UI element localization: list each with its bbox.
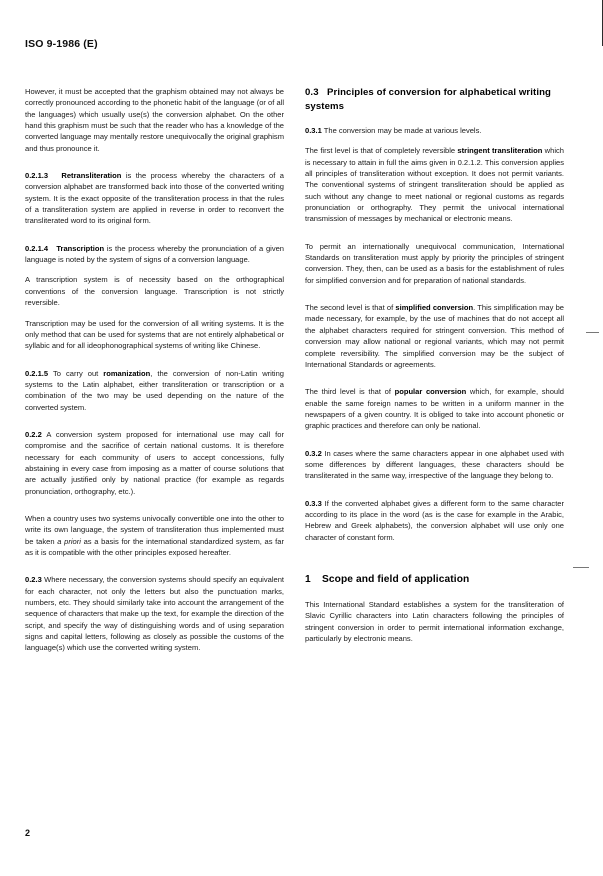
paragraph-text: Where necessary, the conversion systems should specify an equivalent for each character, not only the letters but also the punctuation marks, numbers, etc. They should similarly take into account the arrangement of the sequence of characters that make up the text, for example the direction of the script, and specify the way of distinguishing words and of using separation signs and capital letters, following as closely as possible the customs of the language(s) which use the converted writing system. (25, 575, 284, 653)
paragraph-unequivocal-communication (305, 241, 564, 286)
clause-number: 0.2.2 (25, 429, 42, 439)
term-retransliteration: Retransliteration (61, 171, 122, 181)
paragraph-text-after-italic: as a basis for the international standardized system, as far as it is compatible with the other principles exposed hereafter. (25, 536, 284, 557)
paragraph-text: To permit an internationally unequivocal communication, International Standards on transliteration must apply by priority the principles of stringent conversion. They, then, can be used as a basis for the establishment of rules for simplified conversion and for preparation of national standards. (305, 241, 564, 285)
paragraph-text: A transcription system is of necessity based on the orthographical conventions of the conversion language. Transcription is not strictly reversible. (25, 275, 284, 308)
clause-number: 0.3.3 (305, 498, 322, 508)
margin-tick-mark (586, 332, 599, 333)
paragraph-0-3-3 (305, 498, 564, 543)
paragraph-text-after-bold: which is necessary to attain in full the aims given in 0.2.1.2. This conversion applies all principles of transliteration without exception. It does not permit variants. The conventional systems of stringent transliteration should be applied as such without any change to meet national or regional customs as regards pronunciation or orthography. They permit the univocal international transmission of messages by mechanical or electronic means. (305, 146, 564, 224)
section-number: 1 (305, 573, 311, 585)
paragraph-text: However, it must be accepted that the graphism obtained may not always be correctly pronounced according to the phonetic habit of the language (or of all the languages) which usually use(s) the conversion alphabet. On the other hand this graphism must be such that the reader who has a knowledge of the converted language may mentally restore unequivocally the original graphism and thus pronounce it. (25, 87, 284, 153)
paragraph-text: This International Standard establishes a system for the transliteration of Slavic Cyrillic characters into Latin characters following the principles of stringent conversion in order to permit international information exchange, particularly by electronic means. (305, 599, 564, 643)
term-simplified-conversion: simplified conversion (395, 303, 474, 313)
latin-phrase-a-priori: a priori (57, 536, 81, 546)
paragraph-transcription-orthography (25, 274, 284, 308)
clause-number: 0.2.3 (25, 575, 42, 585)
paragraph-transcription-use (25, 318, 284, 352)
clause-number: 0.3.2 (305, 448, 322, 458)
paragraph-text-before-italic: When a country uses two systems univocally convertible one into the other to write its own language, the system of transliteration thus implemented must be taken (25, 513, 284, 546)
paragraph-graphism (25, 86, 284, 154)
clause-number: 0.2.1.4 (25, 243, 49, 253)
margin-tick-mark (573, 567, 589, 568)
section-number: 0.3 (305, 87, 319, 98)
paragraph-text: If the converted alphabet gives a different form to the same character according to its place in the word (as is the case for example in the Arabic, Hebrew and Greek alphabets), the conversion alphabet will use only one character of constant form. (305, 498, 564, 542)
clause-number: 0.2.1.3 (25, 171, 49, 181)
paragraph-text-before-bold: The first level is that of completely reversible (305, 146, 458, 156)
section-heading-0-3 (305, 86, 564, 113)
paragraph-text: is the process whereby the characters of a conversion alphabet are transformed back into those of the converted writing system. It is the exact opposite of the transliteration process in that the rules of a transliteration system are applied in reverse in order to reconvert the transliterated word to its original form. (25, 171, 284, 226)
paragraph-country-two-systems (25, 513, 284, 558)
right-column (305, 86, 564, 655)
section-heading-1-scope (305, 573, 564, 587)
paragraph-text-after-bold: . This simplification may be made necessary, for example, by the use of machines that do not accept all the alphabet characters required for stringent conversion. This method of conversion may allow national or regional variants, which may not permit complete reversibility. The simplified conversion may be the subject of International Standards or agreements. (305, 303, 564, 369)
paragraph-third-level (305, 386, 564, 431)
term-stringent-transliteration: stringent transliteration (457, 146, 543, 156)
paragraph-text-before-bold: The second level is that of (305, 303, 396, 313)
paragraph-text-before-bold: The third level is that of (305, 387, 395, 397)
section-title: Scope and field of application (322, 573, 470, 585)
paragraph-text: is the process whereby the pronunciation of a given language is noted by the system of signs of a conversion language. (25, 243, 284, 265)
term-romanization: romanization (103, 368, 151, 378)
page-number: 2 (25, 828, 31, 838)
left-column (25, 86, 284, 665)
paragraph-text: , the conversion of non-Latin writing systems to the Latin alphabet, either transliteration or transcription or a combination of the two may be used depending on the nature of the converted system. (25, 368, 285, 412)
paragraph-text-prefix: To carry out (48, 368, 104, 378)
paragraph-0-2-1-3 (25, 170, 284, 227)
paragraph-0-3-1 (305, 125, 564, 136)
paragraph-second-level (305, 302, 564, 370)
paragraph-0-3-2 (305, 448, 564, 482)
paragraph-first-level (305, 145, 564, 224)
term-transcription: Transcription (56, 243, 105, 253)
paragraph-0-2-1-5 (25, 368, 284, 413)
paragraph-0-2-3 (25, 574, 284, 653)
paragraph-0-2-1-4 (25, 243, 284, 266)
clause-number: 0.2.1.5 (25, 368, 49, 378)
term-popular-conversion: popular conversion (394, 387, 467, 397)
paragraph-text: The conversion may be made at various levels. (321, 126, 482, 135)
paragraph-text-after-bold: which, for example, should enable the same foreign names to be written in a uniform manner in the newspapers of a given country. It is obliged to take into account phonetic or graphic practices and therefore can only be national. (305, 387, 565, 431)
paragraph-scope (305, 599, 564, 644)
section-title: Principles of conversion for alphabetical writing systems (305, 87, 552, 112)
clause-number: 0.3.1 (305, 126, 322, 135)
paragraph-0-2-2 (25, 429, 284, 497)
paragraph-text: In cases where the same characters appear in one alphabet used with some differences by different languages, these characters should be transliterated in the same way, irrespective of the language they belong to. (305, 448, 564, 481)
document-header: ISO 9-1986 (E) (25, 38, 98, 50)
paragraph-text: Transcription may be used for the conversion of all writing systems. It is the only method that can be used for systems that are not entirely alphabetical or syllabic and for all ideophonographical systems of writing like Chinese. (25, 318, 284, 351)
paragraph-text: A conversion system proposed for international use may call for compromise and the sacrifice of certain national customs. It is therefore necessary for each community of users to accept concessions, fully abstaining in every case from imposing as a matter of course solutions that are actually justified only by national practice (for example as regards pronunciation, orthography, etc.). (25, 429, 284, 496)
